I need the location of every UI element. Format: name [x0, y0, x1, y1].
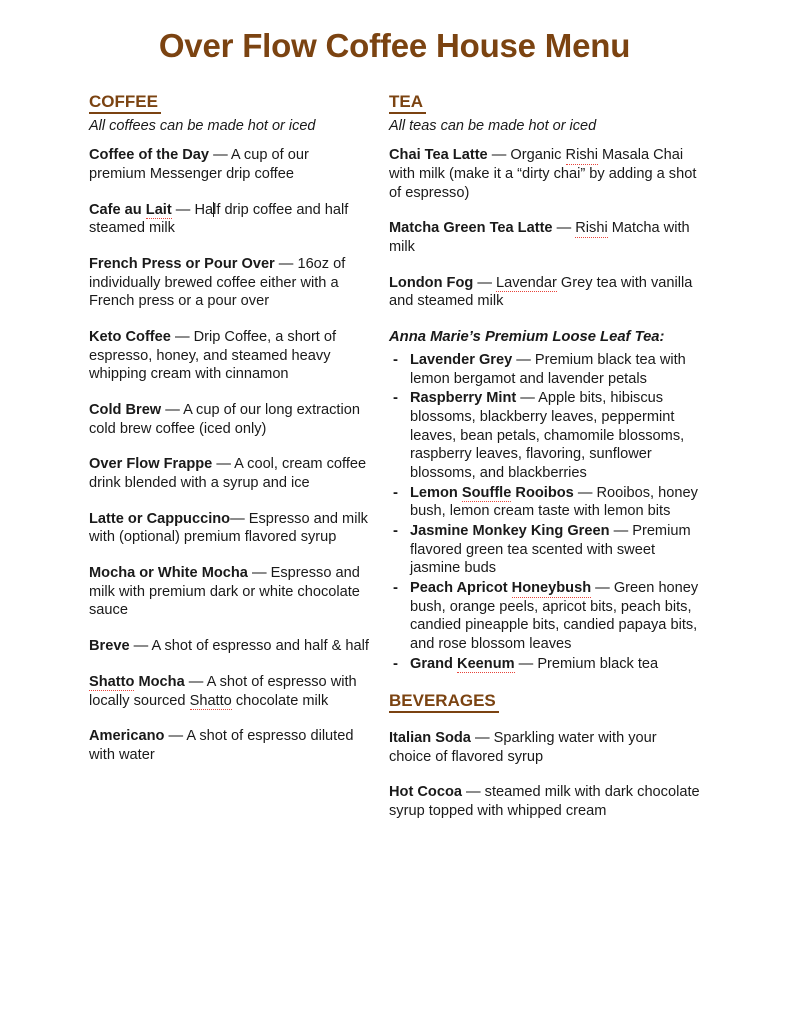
- item-name: Matcha Green Tea Latte: [389, 220, 553, 237]
- item-description-suffix: lf drip coffee and half steamed milk: [89, 201, 349, 237]
- item-name-misspelled: Honeybush: [511, 580, 592, 597]
- menu-item: [89, 255, 369, 311]
- item-dash: —: [247, 565, 271, 582]
- item-name: Cold Brew: [89, 402, 162, 419]
- tea-column: [389, 92, 701, 838]
- menu-item: [389, 219, 701, 256]
- section-heading-beverages: BEVERAGES: [389, 691, 499, 713]
- item-description-suffix: Grey tea with vanilla and steamed milk: [389, 274, 693, 310]
- item-description: A shot of espresso and half & half: [151, 638, 369, 655]
- loose-leaf-heading: Anna Marie’s Premium Loose Leaf Tea:: [389, 329, 665, 346]
- menu-item: [89, 510, 369, 547]
- item-name: Keto Coffee: [89, 329, 171, 346]
- item-dash: —: [487, 147, 511, 164]
- item-description: Apple bits, hibiscus blossoms, blackberry leaves, peppermint leaves, bean petals, chamomile blossoms, raspberry leaves, flavoring, sunflower blossoms, and blackberries: [410, 390, 685, 482]
- item-description-misspelled: Lavendar: [496, 274, 557, 291]
- item-name: Jasmine Monkey King Green: [410, 523, 610, 540]
- menu-item: [89, 201, 369, 238]
- menu-item: [389, 146, 701, 202]
- item-description: Sparkling water with your choice of flavored syrup: [389, 730, 657, 765]
- item-description: A shot of espresso diluted with water: [89, 728, 354, 763]
- item-description: A cool, cream coffee drink blended with a syrup and ice: [89, 456, 367, 492]
- item-dash: —: [171, 201, 195, 218]
- list-item: [389, 351, 701, 388]
- item-description: Espresso and milk with premium dark or white chocolate sauce: [89, 565, 360, 619]
- menu-columns: [89, 92, 701, 838]
- item-name-prefix: Grand: [410, 655, 458, 672]
- item-name: Americano: [89, 728, 165, 745]
- bullet-dash-icon: -: [393, 389, 398, 407]
- loose-leaf-list: [389, 351, 701, 673]
- section-heading-tea: TEA: [389, 92, 426, 114]
- item-name: Raspberry Mint: [410, 390, 517, 407]
- item-dash: —: [514, 655, 538, 672]
- menu-item: [389, 783, 701, 820]
- item-name: Over Flow Frappe: [89, 456, 213, 473]
- item-description: Rooibos, honey bush, lemon cream taste with lemon bits: [410, 484, 698, 520]
- item-description-suffix: Matcha with milk: [389, 220, 690, 256]
- item-dash: —: [552, 220, 576, 237]
- item-dash: —: [161, 402, 184, 419]
- item-dash: —: [473, 274, 496, 291]
- menu-item: [89, 146, 369, 183]
- list-item: [389, 655, 701, 674]
- item-name: London Fog: [389, 274, 474, 291]
- item-name-misspelled: Shatto: [89, 673, 135, 690]
- item-name: Hot Cocoa: [389, 784, 462, 801]
- item-description-misspelled: Rishi: [575, 220, 608, 237]
- list-item: [389, 522, 701, 578]
- coffee-subtitle: All coffees can be made hot or iced: [89, 117, 316, 134]
- item-description-prefix: Organic: [510, 147, 566, 164]
- item-dash: —: [573, 484, 597, 501]
- menu-item: [89, 401, 369, 438]
- section-heading-coffee: COFFEE: [89, 92, 161, 114]
- item-description-misspelled: Shatto: [189, 692, 232, 709]
- item-name-suffix: Mocha: [134, 673, 185, 690]
- item-name-suffix: Rooibos: [511, 484, 574, 501]
- menu-item: [89, 455, 369, 492]
- item-description-misspelled: Rishi: [565, 147, 598, 164]
- menu-item: [89, 673, 369, 710]
- item-name-prefix: Cafe au: [89, 201, 146, 218]
- item-name: Mocha or White Mocha: [89, 565, 248, 582]
- item-name: Latte or Cappuccino: [89, 510, 231, 527]
- item-name: French Press or Pour Over: [89, 256, 275, 273]
- bullet-dash-icon: -: [393, 654, 398, 672]
- menu-item: [389, 729, 701, 766]
- item-name-misspelled: Keenum: [457, 655, 515, 672]
- item-description: Drip Coffee, a short of espresso, honey, and steamed heavy whipping cream with cinnamon: [89, 329, 337, 383]
- item-description: A cup of our premium Messenger drip coffee: [89, 147, 309, 183]
- tea-subtitle: All teas can be made hot or iced: [389, 117, 597, 134]
- item-description: A cup of our long extraction cold brew coffee (iced only): [89, 402, 360, 437]
- bullet-dash-icon: -: [393, 483, 398, 501]
- item-dash: —: [212, 456, 235, 473]
- item-dash: —: [164, 728, 187, 745]
- menu-item: [389, 274, 701, 311]
- item-description: Premium black tea with lemon bergamot and lavender petals: [410, 352, 686, 387]
- item-name: Lavender Grey: [410, 352, 513, 369]
- menu-item: [89, 328, 369, 384]
- item-dash: —: [230, 510, 249, 527]
- coffee-heading-wrap: [89, 92, 369, 114]
- item-dash: —: [209, 147, 231, 164]
- item-name: Chai Tea Latte: [389, 147, 488, 164]
- item-dash: —: [470, 730, 494, 746]
- item-description: 16oz of individually brewed coffee either with a French press or a pour over: [89, 256, 346, 310]
- menu-item: [89, 637, 369, 656]
- list-item: [389, 484, 701, 521]
- menu-item: [89, 564, 369, 620]
- bullet-dash-icon: -: [393, 579, 398, 597]
- item-dash: —: [274, 256, 298, 273]
- tea-heading-wrap: [389, 92, 701, 114]
- item-name: Breve: [89, 638, 130, 655]
- coffee-column: [89, 92, 389, 782]
- bullet-dash-icon: -: [393, 351, 398, 369]
- item-description-suffix: chocolate milk: [231, 692, 329, 709]
- item-description: Premium flavored green tea scented with sweet jasmine buds: [410, 523, 691, 577]
- bullet-dash-icon: -: [393, 522, 398, 540]
- list-item: [389, 389, 701, 482]
- item-dash: —: [512, 352, 535, 369]
- item-description: Premium black tea: [537, 655, 659, 672]
- list-item: [389, 579, 701, 654]
- item-dash: —: [170, 329, 194, 346]
- item-description: steamed milk with dark chocolate syrup topped with whipped cream: [389, 784, 700, 820]
- item-description: Espresso and milk with (optional) premium flavored syrup: [89, 510, 368, 546]
- item-description-suffix: Masala Chai with milk (make it a “dirty chai” by adding a shot of espresso): [389, 147, 697, 201]
- item-description-prefix: A shot of espresso with locally sourced: [89, 673, 357, 709]
- item-dash: —: [591, 580, 614, 597]
- item-dash: —: [461, 784, 485, 801]
- item-description: Green honey bush, orange peels, apricot bits, peach bits, candied pineapple bits, candied papaya bits, and rose blossom leaves: [410, 580, 699, 653]
- beverages-heading-wrap: [389, 691, 701, 713]
- item-dash: —: [609, 523, 633, 540]
- item-name-misspelled: Lait: [145, 201, 172, 218]
- item-name: Italian Soda: [389, 730, 471, 746]
- item-dash: —: [129, 638, 152, 655]
- item-dash: —: [184, 673, 207, 690]
- item-name: Coffee of the Day: [89, 147, 210, 164]
- item-description-prefix: Ha: [194, 201, 214, 218]
- menu-item: [89, 727, 369, 764]
- beverages-section: [389, 691, 701, 820]
- item-name-misspelled: Souffle: [461, 484, 512, 501]
- item-dash: —: [516, 390, 539, 407]
- item-name-prefix: Peach Apricot: [410, 580, 512, 597]
- page-title: Over Flow Coffee House Menu: [158, 27, 631, 64]
- item-name-prefix: Lemon: [410, 484, 462, 501]
